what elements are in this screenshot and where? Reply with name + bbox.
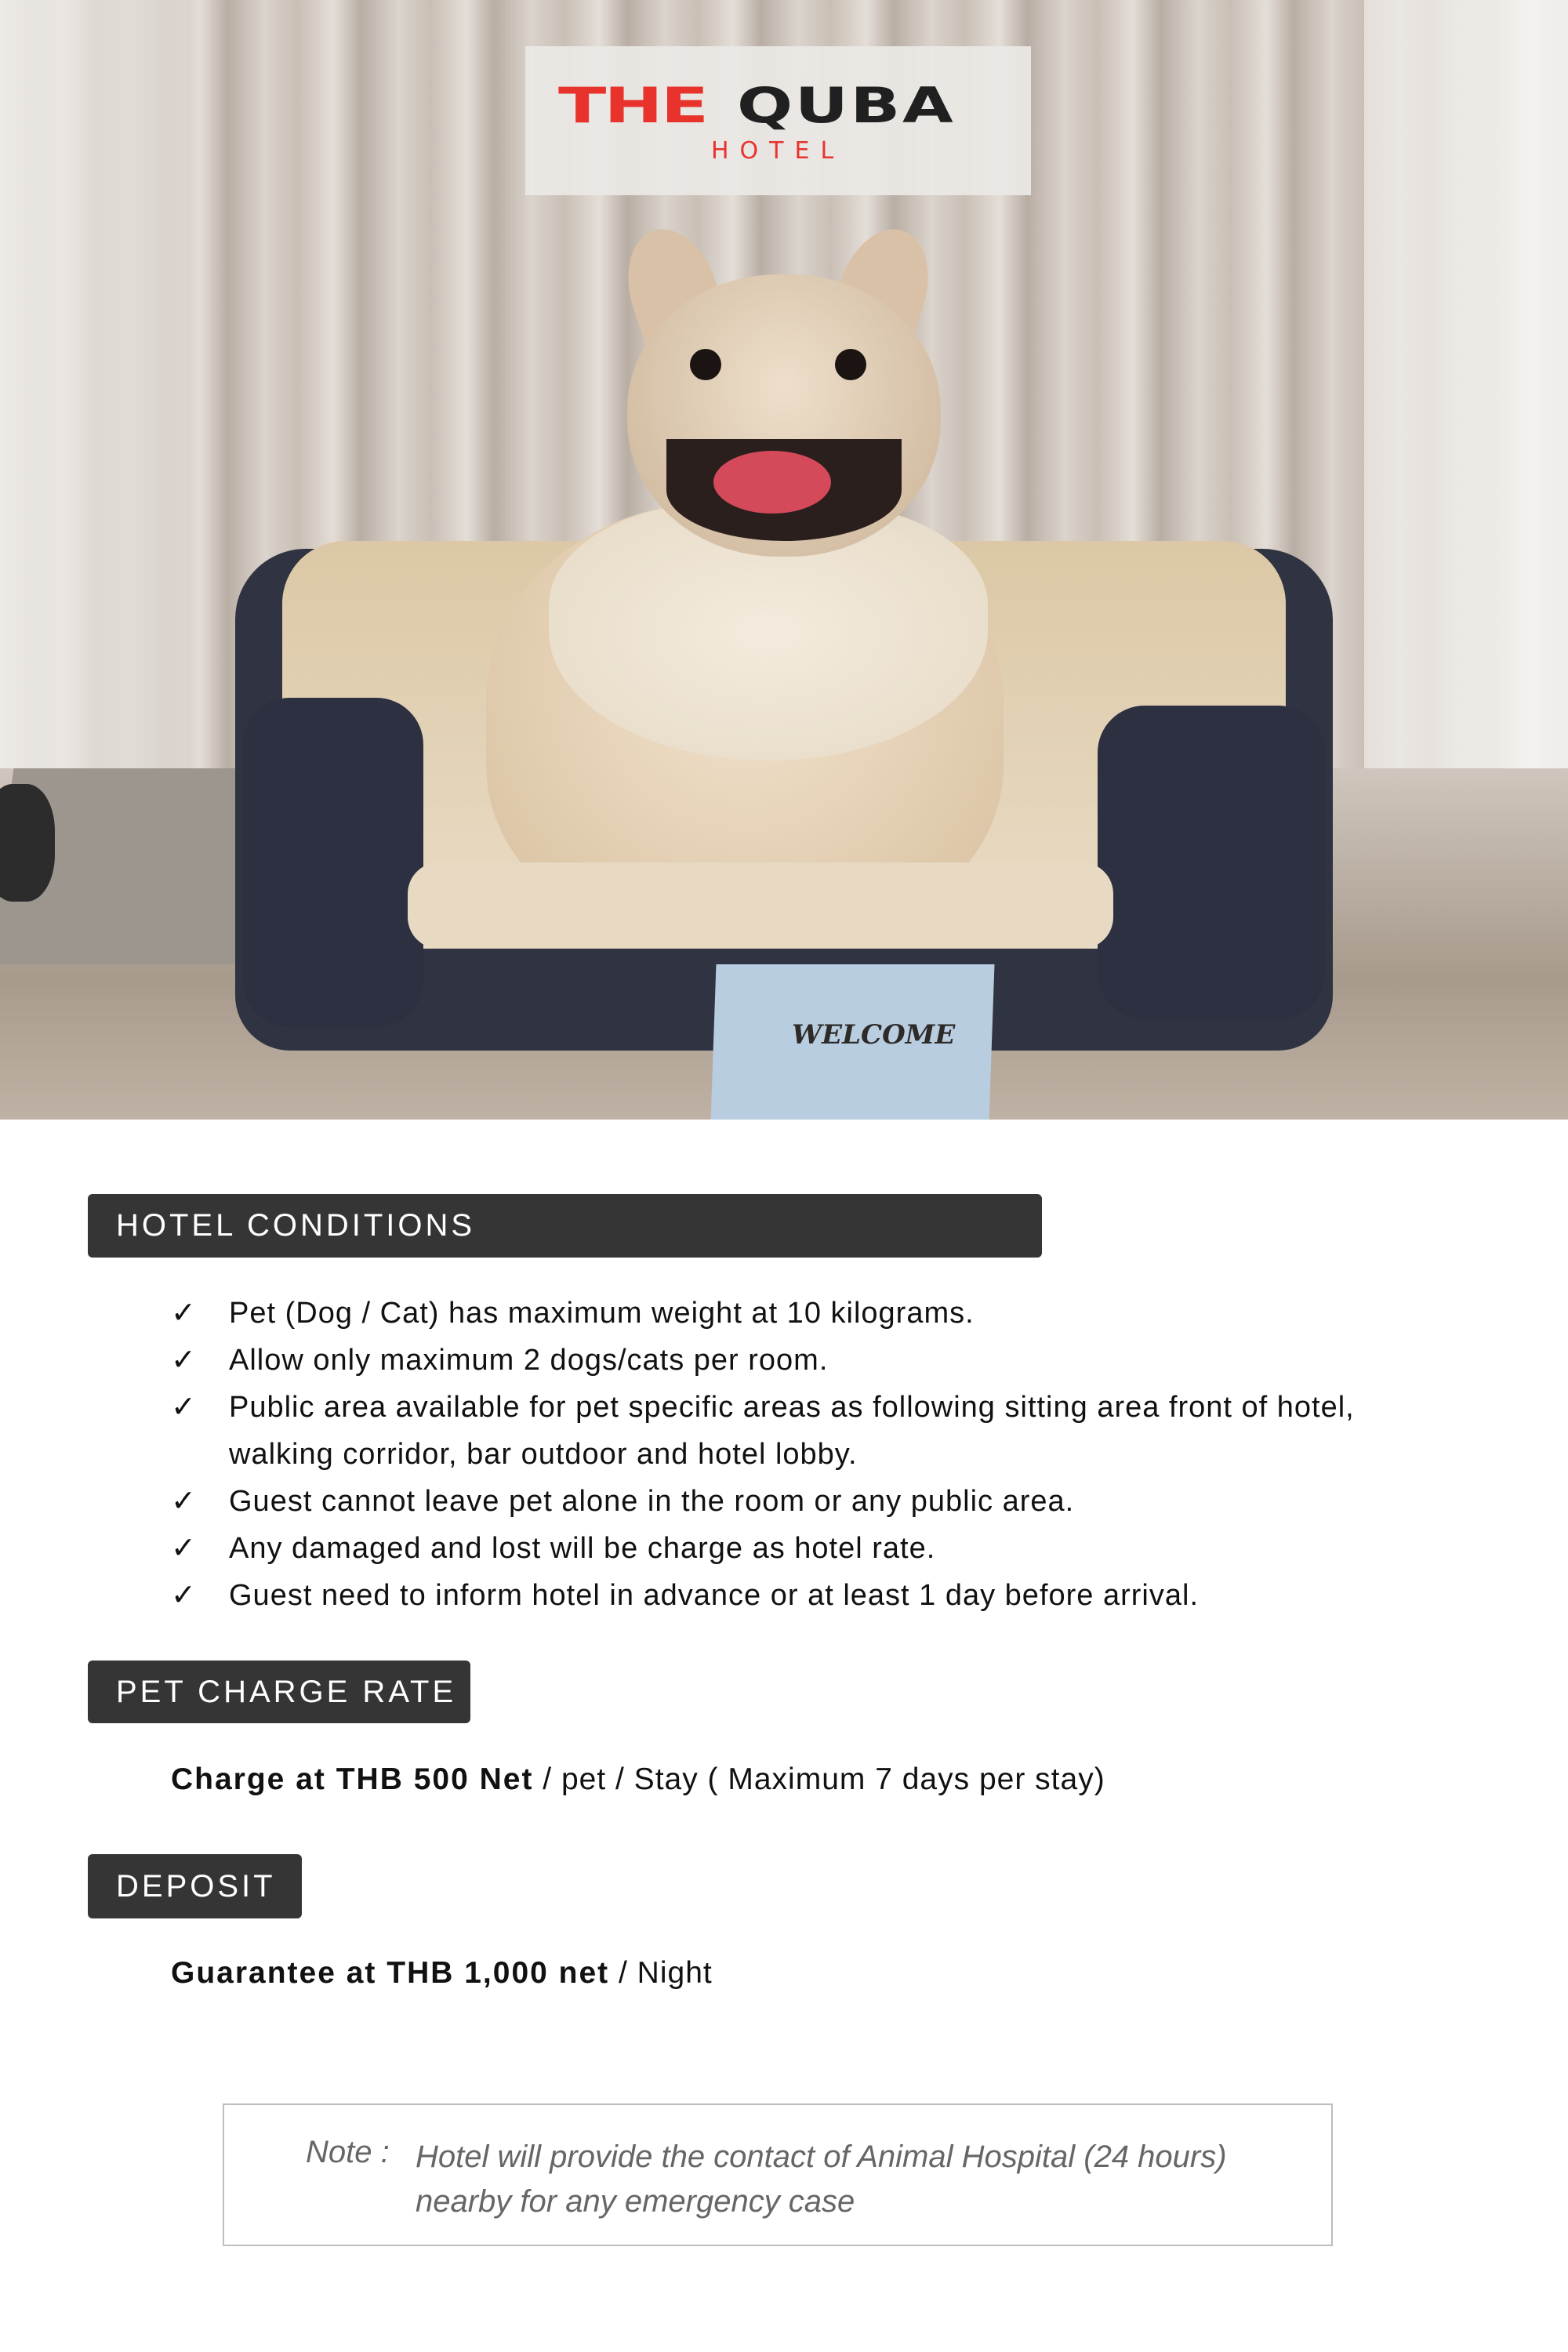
deposit-bold: Guarantee at THB 1,000 net bbox=[171, 1956, 610, 1990]
charge-line bbox=[171, 1762, 1105, 1797]
list-item bbox=[171, 1478, 1468, 1525]
list-item bbox=[171, 1290, 1468, 1337]
pet-bed-side bbox=[243, 698, 423, 1027]
check-icon: ✓ bbox=[171, 1532, 197, 1565]
list-item-text: Any damaged and lost will be charge as hotel rate. bbox=[229, 1532, 936, 1565]
pet-bowl bbox=[0, 784, 55, 902]
check-icon: ✓ bbox=[171, 1579, 197, 1612]
pet-bed-side bbox=[1098, 706, 1325, 1019]
list-item bbox=[171, 1384, 1468, 1478]
deposit-line bbox=[171, 1956, 713, 1991]
note-label: Note : bbox=[306, 2135, 390, 2169]
charge-rest: / pet / Stay ( Maximum 7 days per stay) bbox=[533, 1762, 1105, 1796]
list-item bbox=[171, 1337, 1468, 1384]
list-item-text: Guest cannot leave pet alone in the room or any public area. bbox=[229, 1485, 1075, 1518]
pet-charge-rate-header bbox=[88, 1661, 470, 1723]
list-item-text: Public area available for pet specific areas as following sitting area front of hotel, walking corridor, bar outdoor and hotel lobby. bbox=[229, 1391, 1355, 1471]
charge-bold: Charge at THB 500 Net bbox=[171, 1762, 534, 1796]
list-item-text: Pet (Dog / Cat) has maximum weight at 10 kilograms. bbox=[229, 1297, 975, 1330]
section-title: DEPOSIT bbox=[116, 1868, 276, 1904]
window-light bbox=[1364, 0, 1568, 823]
welcome-card-text: WELCOME bbox=[792, 1019, 956, 1051]
pet-bed-rim bbox=[408, 862, 1113, 949]
list-item bbox=[171, 1572, 1468, 1619]
deposit-header bbox=[88, 1854, 302, 1918]
dog-eye bbox=[835, 349, 866, 380]
deposit-rest: / Night bbox=[609, 1956, 713, 1990]
logo-the: THE bbox=[558, 77, 707, 134]
section-title: HOTEL CONDITIONS bbox=[116, 1208, 476, 1243]
note-box bbox=[223, 2103, 1333, 2246]
hotel-conditions-header bbox=[88, 1194, 1042, 1258]
window-light bbox=[0, 0, 188, 784]
check-icon: ✓ bbox=[171, 1297, 197, 1330]
logo-quba: QUBA bbox=[737, 77, 956, 134]
list-item-text: Allow only maximum 2 dogs/cats per room. bbox=[229, 1344, 829, 1377]
check-icon: ✓ bbox=[171, 1391, 197, 1424]
hero-photo bbox=[0, 0, 1568, 1120]
logo-hotel: HOTEL bbox=[711, 137, 845, 165]
dog-eye bbox=[690, 349, 721, 380]
dog-tongue bbox=[713, 451, 831, 514]
check-icon: ✓ bbox=[171, 1485, 197, 1518]
section-title: PET CHARGE RATE bbox=[116, 1674, 457, 1709]
list-item-text: Guest need to inform hotel in advance or at least 1 day before arrival. bbox=[229, 1579, 1199, 1612]
note-text: Hotel will provide the contact of Animal Hospital (24 hours) nearby for any emergency case bbox=[416, 2140, 1227, 2219]
check-icon: ✓ bbox=[171, 1344, 197, 1377]
list-item bbox=[171, 1525, 1468, 1572]
conditions-list bbox=[171, 1290, 1468, 1619]
